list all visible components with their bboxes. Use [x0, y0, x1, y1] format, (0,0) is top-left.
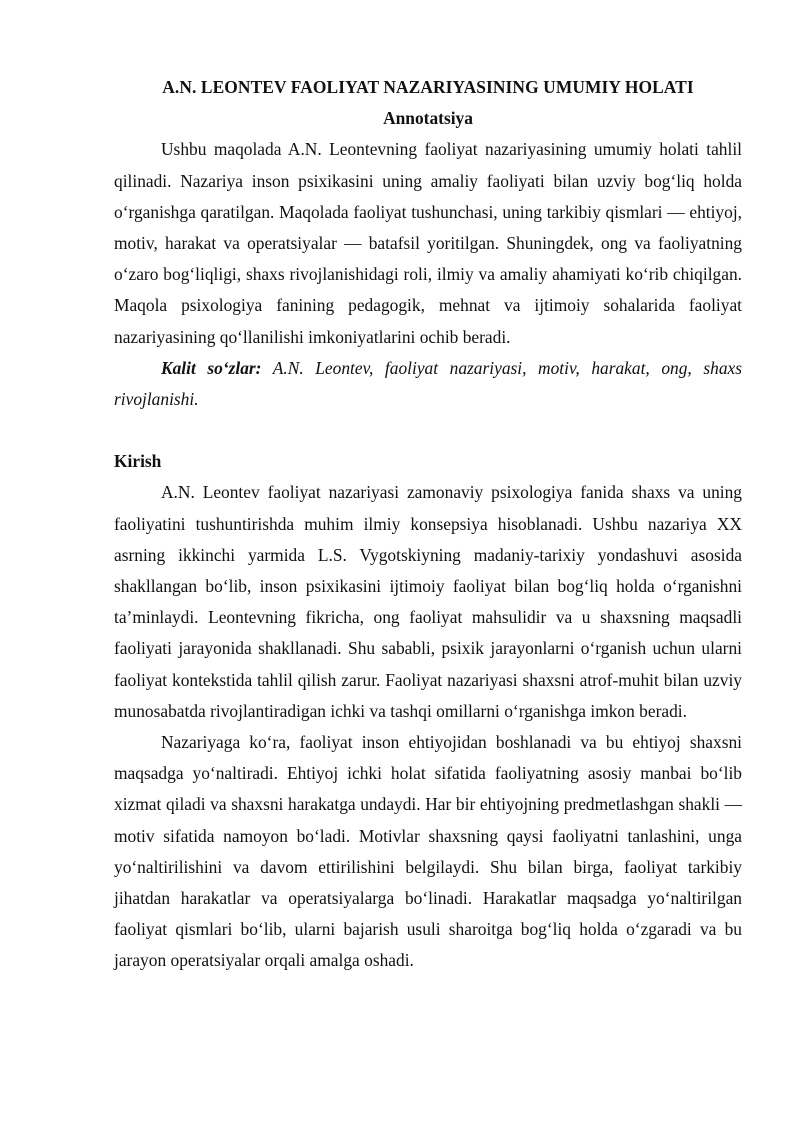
keywords-label: Kalit so‘zlar:: [161, 357, 262, 378]
keywords-paragraph: [114, 353, 742, 415]
document-page: [114, 72, 742, 977]
section-heading-intro: Kirish: [114, 451, 162, 472]
intro-paragraph-2: Nazariyaga ko‘ra, faoliyat inson ehtiyojidan boshlanadi va bu ehtiyoj shaxsni maqsadga yo‘naltiradi. Ehtiyoj ichki holat sifatida faoliyatning asosiy manbai bo‘lib xizmat qiladi va shaxsni harakatga undaydi. Har bir ehtiyojning predmetlashgan shakli — motiv sifatida namoyon bo‘ladi. Motivlar shaxsning qaysi faoliyatni tanlashini, unga yo‘naltirilishini va davom ettirilishini belgilaydi. Shu bilan birga, faoliyat tarkibiy jihatdan harakatlar va operatsiyalarga bo‘linadi. Harakatlar maqsadga yo‘naltirilgan faoliyat qismlari bo‘lib, ularni bajarish usuli sharoitga bog‘liq holda o‘zgaradi va bu jarayon operatsiyalar orqali amalga oshadi.: [114, 732, 742, 971]
annotation-paragraph: Ushbu maqolada A.N. Leontevning faoliyat nazariyasining umumiy holati tahlil qilinadi. Nazariya inson psixikasini uning amaliy faoliyati bilan uzviy bog‘liq holda o‘rganishga qaratilgan. Maqolada faoliyat tushunchasi, uning tarkibiy qismlari — ehtiyoj, motiv, harakat va operatsiyalar — batafsil yoritilgan. Shuningdek, ong va faoliyatning o‘zaro bog‘liqligi, shaxs rivojlanishidagi roli, ilmiy va amaliy ahamiyati ko‘rib chiqilgan. Maqola psixologiya fanining pedagogik, mehnat va ijtimoiy sohalarida faoliyat nazariyasining qo‘llanilishi imkoniyatlarini ochib beradi.: [114, 139, 742, 347]
keywords-text: A.N. Leontev, faoliyat nazariyasi, motiv, harakat, ong, shaxs rivojlanishi.: [114, 357, 743, 410]
intro-paragraph-1: A.N. Leontev faoliyat nazariyasi zamonaviy psixologiya fanida shaxs va uning faoliyatini tushuntirishda muhim ilmiy konsepsiya hisoblanadi. Ushbu nazariya XX asrning ikkinchi yarmida L.S. Vygotskiyning madaniy-tarixiy yondashuvi asosida shakllangan bo‘lib, inson psixikasini ijtimoiy faoliyat bilan bog‘liq holda o‘rganishni ta’minlaydi. Leontevning fikricha, ong faoliyat mahsulidir va u shaxsning maqsadli faoliyati jarayonida shakllanadi. Shu sababli, psixik jarayonlarni o‘rganish uchun ularni faoliyat kontekstida tahlil qilish zarur. Faoliyat nazariyasi shaxsni atrof-muhit bilan uzviy munosabatda rivojlantiradigan ichki va tashqi omillarni o‘rganishga imkon beradi.: [114, 482, 742, 721]
paper-title: A.N. LEONTEV FAOLIYAT NAZARIYASINING UMUMIY HOLATI: [162, 77, 694, 97]
annotation-heading: Annotatsiya: [383, 108, 473, 129]
